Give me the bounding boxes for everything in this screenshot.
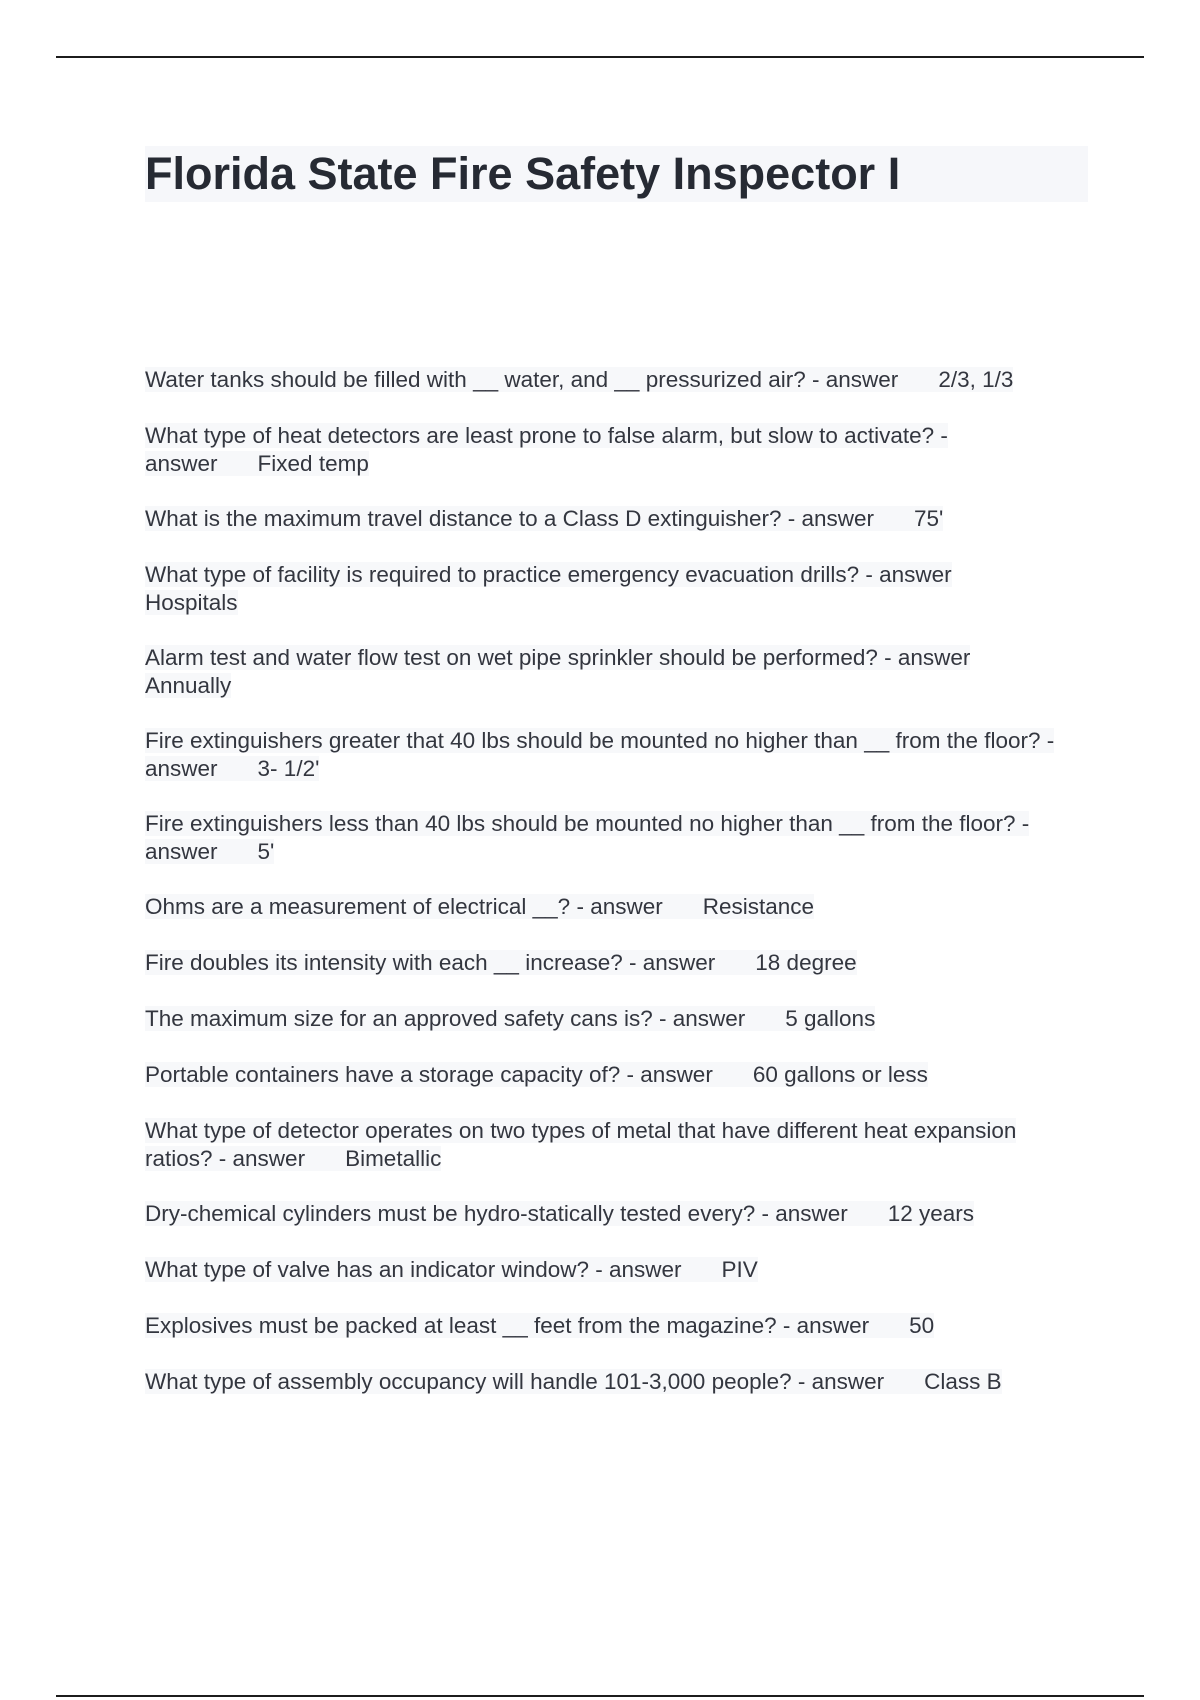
question-text: Ohms are a measurement of electrical __? - answer — [145, 894, 663, 919]
qa-item — [145, 727, 1090, 783]
question-text: What type of assembly occupancy will handle 101-3,000 people? - answer — [145, 1369, 885, 1394]
answer-text: 2/3, 1/3 — [898, 367, 1013, 392]
question-text: What type of heat detectors are least prone to false alarm, but slow to activate? - answer — [145, 423, 948, 476]
answer-text: Class B — [884, 1369, 1002, 1394]
answer-text: Bimetallic — [305, 1146, 441, 1171]
qa-item — [145, 505, 1090, 533]
qa-item — [145, 1200, 1090, 1228]
qa-item — [145, 1005, 1090, 1033]
question-text: Fire extinguishers greater that 40 lbs should be mounted no higher than __ from the floor? - answer — [145, 728, 1055, 781]
question-text: Alarm test and water flow test on wet pipe sprinkler should be performed? - answer — [145, 645, 971, 670]
answer-text: Annually — [145, 673, 232, 698]
question-text: The maximum size for an approved safety cans is? - answer — [145, 1006, 746, 1031]
answer-text: 3- 1/2' — [218, 756, 320, 781]
qa-item — [145, 1312, 1090, 1340]
qa-item — [145, 810, 1090, 866]
qa-item — [145, 1061, 1090, 1089]
bottom-rule — [56, 1695, 1144, 1697]
qa-item — [145, 949, 1090, 977]
question-text: Explosives must be packed at least __ feet from the magazine? - answer — [145, 1313, 870, 1338]
qa-list — [145, 366, 1090, 1424]
answer-text: 75' — [874, 506, 943, 531]
answer-text: 5 gallons — [745, 1006, 875, 1031]
question-text: Dry-chemical cylinders must be hydro-statically tested every? - answer — [145, 1201, 848, 1226]
question-text: Fire doubles its intensity with each __ increase? - answer — [145, 950, 716, 975]
qa-item — [145, 561, 1090, 617]
qa-item — [145, 422, 1090, 478]
question-text: What type of facility is required to practice emergency evacuation drills? - answer — [145, 562, 952, 587]
question-text: Portable containers have a storage capacity of? - answer — [145, 1062, 713, 1087]
qa-item — [145, 1368, 1090, 1396]
answer-text: 12 years — [848, 1201, 974, 1226]
answer-text: PIV — [682, 1257, 758, 1282]
qa-item — [145, 1117, 1090, 1173]
top-rule — [56, 56, 1144, 58]
question-text: What is the maximum travel distance to a Class D extinguisher? - answer — [145, 506, 875, 531]
qa-item — [145, 644, 1090, 700]
qa-item — [145, 366, 1090, 394]
answer-text: Hospitals — [145, 590, 238, 615]
answer-text: Resistance — [663, 894, 814, 919]
answer-text: 60 gallons or less — [713, 1062, 928, 1087]
title-band — [145, 146, 1088, 202]
question-text: What type of detector operates on two types of metal that have different heat expansion ratios? - answer — [145, 1118, 1017, 1171]
document-title: Florida State Fire Safety Inspector I — [145, 148, 901, 199]
question-text: Water tanks should be filled with __ water, and __ pressurized air? - answer — [145, 367, 899, 392]
question-text: Fire extinguishers less than 40 lbs should be mounted no higher than __ from the floor? - answer — [145, 811, 1030, 864]
qa-item — [145, 1256, 1090, 1284]
answer-text: Fixed temp — [218, 451, 369, 476]
answer-text: 5' — [218, 839, 275, 864]
question-text: What type of valve has an indicator window? - answer — [145, 1257, 682, 1282]
answer-text: 18 degree — [715, 950, 856, 975]
qa-item — [145, 893, 1090, 921]
answer-text: 50 — [869, 1313, 934, 1338]
